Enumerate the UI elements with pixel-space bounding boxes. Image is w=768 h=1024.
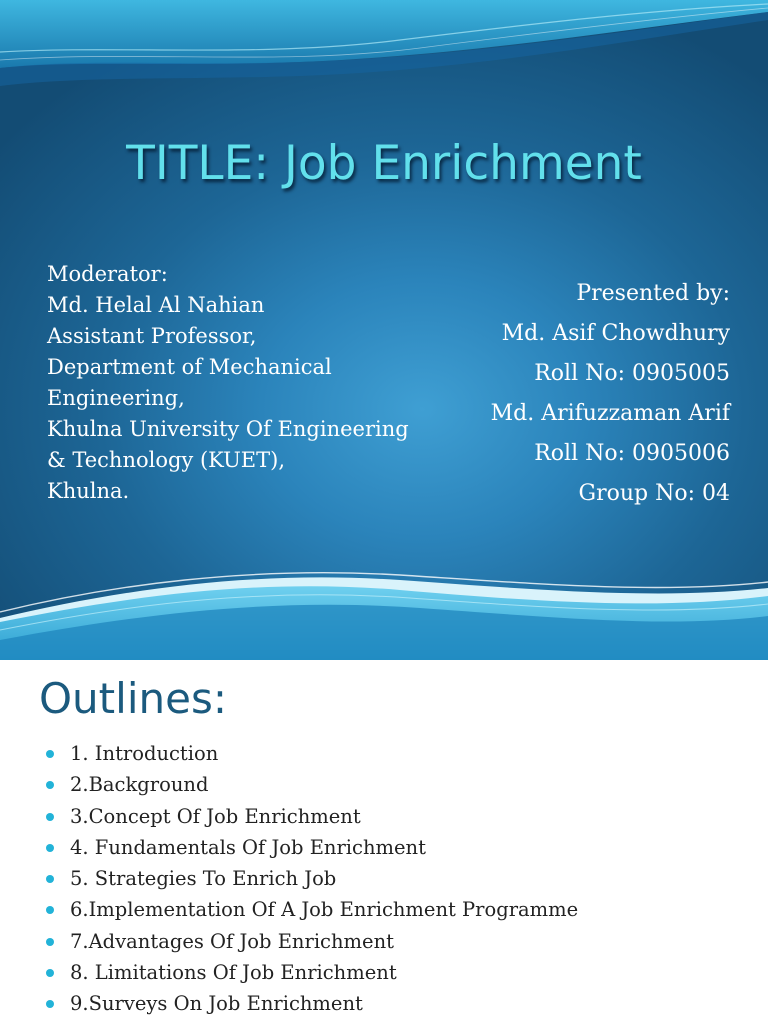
bullet-icon <box>46 750 54 758</box>
bullet-icon <box>46 875 54 883</box>
outline-item-label: 5. Strategies To Enrich Job <box>70 867 337 891</box>
outline-item <box>46 926 578 957</box>
moderator-line: Khulna. <box>47 479 130 503</box>
outline-item-label: 1. Introduction <box>70 742 219 765</box>
outline-item-label: 4. Fundamentals Of Job Enrichment <box>70 835 426 859</box>
outline-item-label: 2.Background <box>70 773 209 797</box>
moderator-line: Department of Mechanical <box>47 355 332 379</box>
moderator-line: Md. Helal Al Nahian <box>47 293 265 317</box>
outline-item <box>46 769 578 800</box>
outlines-title: Outlines: <box>39 674 227 723</box>
bullet-icon <box>46 938 54 946</box>
bullet-icon <box>46 906 54 914</box>
presenter-line: Md. Asif Chowdhury <box>501 321 730 346</box>
moderator-line: Assistant Professor, <box>47 324 257 348</box>
outline-list <box>46 738 578 1020</box>
presenter-line: Group No: 04 <box>578 481 730 506</box>
bullet-icon <box>46 969 54 977</box>
presenter-block <box>410 274 730 514</box>
presenter-line: Roll No: 0905005 <box>534 361 730 386</box>
bullet-icon <box>46 781 54 789</box>
outline-item <box>46 863 578 894</box>
bullet-icon <box>46 844 54 852</box>
moderator-line: Khulna University Of Engineering <box>47 417 409 441</box>
outline-item-label: 3.Concept Of Job Enrichment <box>70 804 361 828</box>
outline-item <box>46 832 578 863</box>
outline-item <box>46 957 578 988</box>
outline-item <box>46 894 578 925</box>
outline-item-label: 8. Limitations Of Job Enrichment <box>70 961 397 985</box>
bullet-icon <box>46 813 54 821</box>
moderator-line: Engineering, <box>47 386 185 410</box>
moderator-block <box>47 259 447 507</box>
outline-item-label: 6.Implementation Of A Job Enrichment Programme <box>70 898 579 922</box>
outline-item <box>46 738 578 769</box>
outline-item-label: 7.Advantages Of Job Enrichment <box>70 929 394 953</box>
presenter-line: Roll No: 0905006 <box>534 441 730 466</box>
outline-item <box>46 988 578 1019</box>
presenter-line: Md. Arifuzzaman Arif <box>490 401 730 426</box>
outline-item <box>46 801 578 832</box>
moderator-line: & Technology (KUET), <box>47 448 286 472</box>
outlines-slide <box>0 660 768 1024</box>
slide-title: TITLE: Job Enrichment <box>126 136 642 191</box>
moderator-line: Moderator: <box>47 262 168 286</box>
bullet-icon <box>46 1000 54 1008</box>
presenter-line: Presented by: <box>576 281 730 306</box>
outline-item-label: 9.Surveys On Job Enrichment <box>70 992 363 1016</box>
